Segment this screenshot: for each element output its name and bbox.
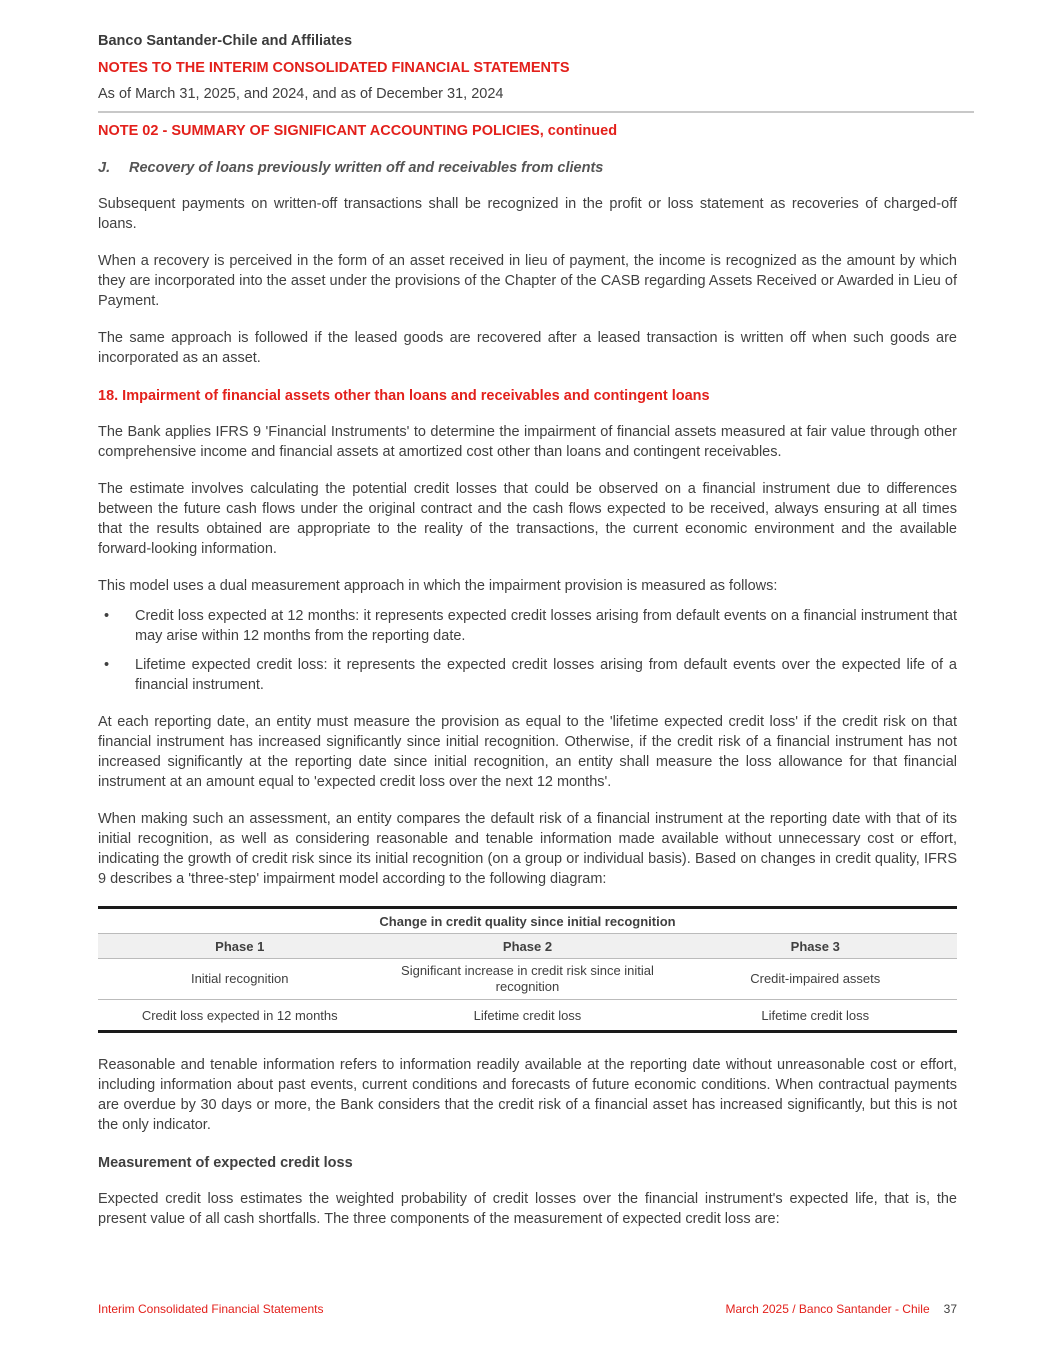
table-row [98, 959, 957, 1000]
section-j-label: J. [98, 160, 111, 176]
paragraph: When making such an assessment, an entity compares the default risk of a financial instrument at the reporting date with that of its initial recognition, as well as considering reasonable and tenable information made available without unnecessary cost or effort, indicating the growth of credit risk since its initial recognition (on a group or individual basis). Based on changes in credit quality, IFRS 9 describes a 'three-step' impairment model according to the following diagram: [98, 811, 957, 887]
table-header-phase-2: Phase 2 [381, 934, 673, 959]
notes-title: NOTES TO THE INTERIM CONSOLIDATED FINANCIAL STATEMENTS [98, 60, 570, 76]
paragraph: When a recovery is perceived in the form of an asset received in lieu of payment, the income is recognized as the amount by which they are incorporated into the asset under the provisions of the Chapter of the CASB regarding Assets Received or Awarded in Lieu of Payment. [98, 253, 957, 309]
list-item: • Lifetime expected credit loss: it represents the expected credit losses arising from default events over the expected life of a financial instrument. [104, 657, 957, 693]
section-j-title: Recovery of loans previously written off and receivables from clients [129, 160, 604, 176]
paragraph: The Bank applies IFRS 9 'Financial Instruments' to determine the impairment of financial assets measured at fair value through other comprehensive income and financial assets at amortized cost other than loans and contingent receivables. [98, 424, 957, 460]
paragraph: Reasonable and tenable information refers to information readily available at the reporting date without unreasonable cost or effort, including information about past events, current conditions and forecasts of future economic conditions. When contractual payments are overdue by 30 days or more, the Bank considers that the credit risk of a financial asset has increased significantly, but this is not the only indicator. [98, 1057, 957, 1133]
section-18-title: 18. Impairment of financial assets other than loans and receivables and contingent loans [98, 388, 710, 404]
table-cell: Significant increase in credit risk since initial recognition [381, 959, 673, 1000]
footer-left: Interim Consolidated Financial Statements [98, 1302, 324, 1316]
document-body [98, 157, 957, 1246]
paragraph: This model uses a dual measurement approach in which the impairment provision is measured as follows: [98, 578, 778, 594]
table-cell: Credit loss expected in 12 months [98, 1000, 381, 1032]
paragraph: At each reporting date, an entity must measure the provision as equal to the 'lifetime expected credit loss' if the credit risk on that financial instrument has increased significantly since initial recognition. Otherwise, if the credit risk of a financial instrument has not increased significantly at the reporting date since initial recognition, an entity shall measure the loss allowance for that financial instrument at an amount equal to 'expected credit loss over the next 12 months'. [98, 714, 957, 790]
impairment-phases-table [98, 906, 957, 1033]
table-header-row [98, 934, 957, 959]
table-header-phase-3: Phase 3 [674, 934, 957, 959]
footer-right-text: March 2025 / Banco Santander - Chile [725, 1302, 930, 1316]
table-header-phase-1: Phase 1 [98, 934, 381, 959]
company-name: Banco Santander-Chile and Affiliates [98, 33, 353, 49]
table-cell: Credit-impaired assets [674, 959, 957, 1000]
header-divider [98, 111, 974, 113]
note-title: NOTE 02 - SUMMARY OF SIGNIFICANT ACCOUNTING POLICIES, continued [98, 123, 618, 139]
table-cell: Lifetime credit loss [674, 1000, 957, 1032]
table-cell: Lifetime credit loss [381, 1000, 673, 1032]
date-line: As of March 31, 2025, and 2024, and as of December 31, 2024 [98, 86, 504, 102]
table-caption-row [98, 908, 957, 934]
page-number: 37 [943, 1302, 957, 1316]
section-j-heading [98, 157, 957, 179]
page-header [98, 30, 957, 105]
bullet-icon: • [104, 657, 110, 673]
bullet-list [98, 606, 957, 695]
bullet-icon: • [104, 608, 110, 624]
measurement-heading: Measurement of expected credit loss [98, 1155, 353, 1171]
list-item: • Credit loss expected at 12 months: it represents expected credit losses arising from default events on a financial instrument that may arise within 12 months from the reporting date. [104, 608, 957, 644]
table-cell: Initial recognition [98, 959, 381, 1000]
table-row [98, 1000, 957, 1032]
table-caption: Change in credit quality since initial recognition [98, 908, 957, 934]
paragraph: Subsequent payments on written-off transactions shall be recognized in the profit or loss statement as recoveries of charged-off loans. [98, 196, 957, 232]
paragraph: The same approach is followed if the leased goods are recovered after a leased transaction is written off when such goods are incorporated as an asset. [98, 330, 957, 366]
paragraph: The estimate involves calculating the potential credit losses that could be observed on a financial instrument due to differences between the future cash flows under the original contract and the cash flows expected to be received, always ensuring at all times that the results obtained are appropriate to the reality of the transactions, the current economic environment and the available forward-looking information. [98, 481, 957, 557]
paragraph: Expected credit loss estimates the weighted probability of credit losses over the financial instrument's expected life, that is, the present value of all cash shortfalls. The three components of the measurement of expected credit loss are: [98, 1191, 957, 1227]
footer-right [726, 1301, 957, 1317]
